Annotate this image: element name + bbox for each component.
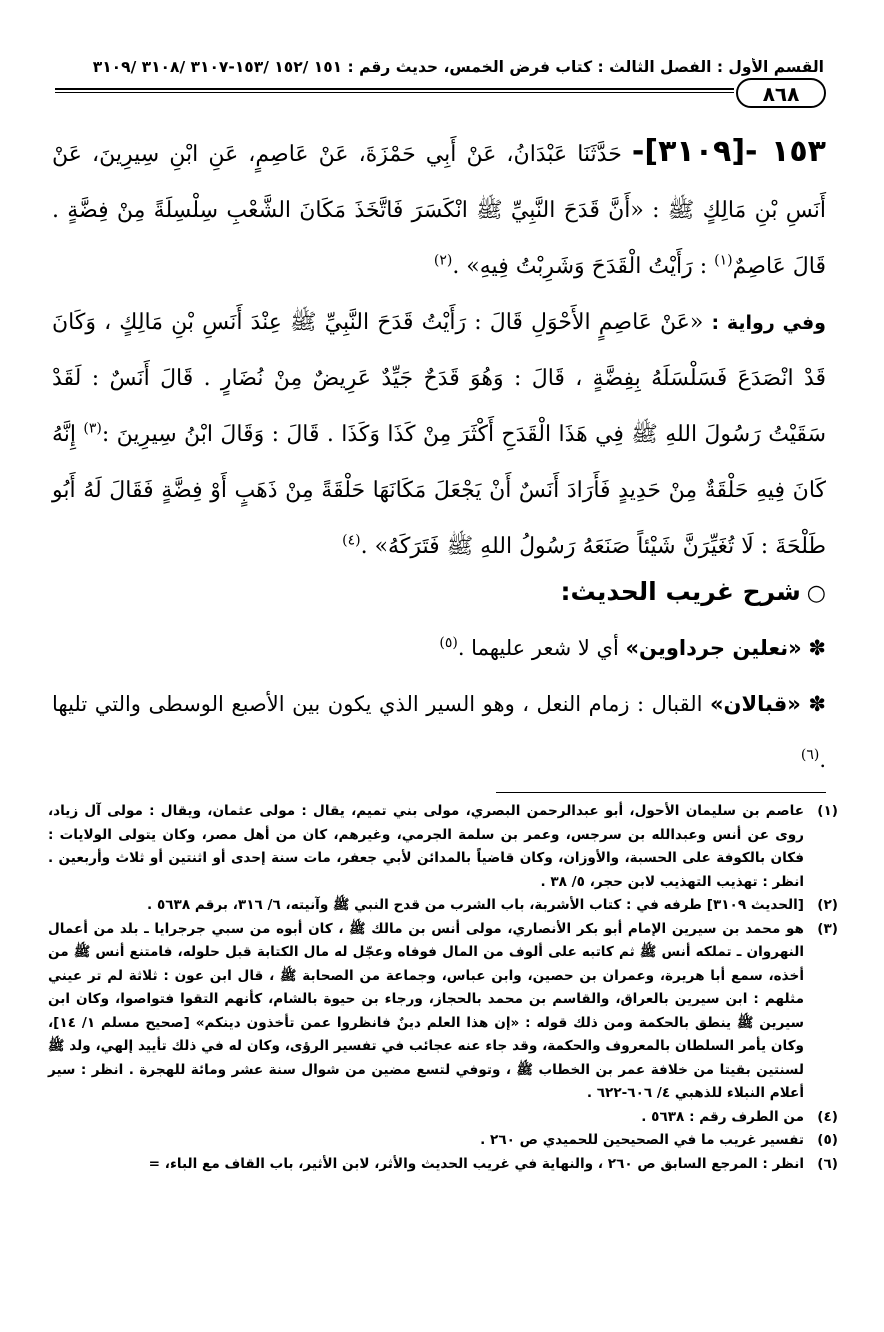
gloss-item: ✽ «قبالان» القبال : زمام النعل ، وهو السير الذي يكون بين الأصبع الوسطى والتي تليها .$^{(٦)}$ xyxy=(52,692,826,772)
section-heading: ○شرح غريب الحديث: xyxy=(560,577,826,606)
hadith-text xyxy=(52,124,826,575)
hadith-paragraph xyxy=(52,124,826,295)
footnote-ref-3[interactable]: (٣) xyxy=(83,420,102,437)
hadith-number: ١٥٣ -[٣١٠٩]- xyxy=(631,134,826,169)
footnote: (٤) من الطرف رقم : ٥٦٣٨ . xyxy=(641,1108,838,1125)
riwaya-paragraph xyxy=(52,295,826,575)
footnote-ref-5[interactable]: (٥) xyxy=(439,635,458,651)
running-header: القسم الأول : الفصل الثالث : كتاب فرض الخمس، حديث رقم : ١٥١ /١٥٢ /١٥٣-٣١٠٧ /٣١٠٨ /٣١٠٩ xyxy=(92,58,824,76)
gloss-term: «نعلين جرداوين» xyxy=(625,636,802,660)
hadith-text-4: إِنَّهُ كَانَ فِيهِ حَلْقَةٌ مِنْ حَدِيدٍ فَأَرَادَ أَنَسٌ أَنْ يَجْعَلَ مَكَانَهَا حَلْقَةً مِنْ ذَهَبٍ أَوْ فِضَّةٍ فَقَالَ لَهُ أَبُو طَلْحَةَ : لَا تُغَيِّرَنَّ شَيْئاً صَنَعَهُ رَسُولُ اللهِ ﷺ فَتَرَكَهُ» . xyxy=(52,422,826,559)
circle-bullet-icon: ○ xyxy=(806,581,826,606)
riwaya-label: وفي رواية : xyxy=(711,312,826,334)
footnote-ref-1[interactable]: (١) xyxy=(714,252,733,269)
page-number: ٨٦٨ xyxy=(736,78,826,108)
footnote: (٣) هو محمد بن سيرين الإمام أبو بكر الأنصاري، مولى أنس بن مالك ﷺ ، كان أبوه من سبي جرجرايا ـ بلد من أعمال النهروان ـ تملكه أنس ﷺ ثم كاتبه على ألوف من المال فوفاه وعجّل له مال الكتابة قبل حلوله، فامتنع أنس ﷺ من أخذه، سمع أبا هريرة، وعمران بن حصين، وابن عباس، وجماعة من الصحابة ﷺ ، قال ابن عون : ثلاثة لم تر عيني مثلهم : ابن سيرين بالعراق، والقاسم بن محمد بالحجاز، ورجاء بن حيوة بالشام، كأنهم التقوا فتواصوا، وكان ابن سيرين ﷺ ينطق بالحكمة ومن ذلك قوله : «إن هذا العلم دينٌ فانظروا عمن تأخذون دينكم» [صحيح مسلم ١/ ١٤]، وكان يأمر السلطان بالمعروف والحكمة، وقد جاء عنه عجائب في تفسير الرؤى، وكان له في ذلك تأييد إلهي، ولد ﷺ لسنتين بقيتا من خلافة عمر بن الخطاب ﷺ ، وتوفي لتسع مضين من شوال سنة عشر ومائة للهجرة . انظر : سير أعلام النبلاء للذهبي ٤/ ٦٠٦-٦٢٢ . xyxy=(48,920,838,1101)
footnote: (٦) انظر : المرجع السابق ص ٢٦٠ ، والنهاية في غريب الحديث والأثر، لابن الأثير، باب القاف مع الباء، = xyxy=(148,1155,838,1172)
footnote: (١) عاصم بن سليمان الأحول، أبو عبدالرحمن البصري، مولى بني تميم، يقال : مولى عثمان، ويقال : مولى آل زياد، روى عن أنس وعبدالله بن سرجس، وعمر بن سلمة الجرمي، وغيرهم، كان من أهل مصر، وكان يتولى الولايات : فكان بالكوفة على الحسبة، والأوزان، وكان قاضياً بالمدائن لأبي جعفر، مات سنة إحدى أو اثنتين أو ثلاث وأربعين . انظر : تهذيب التهذيب لابن حجر، ٥/ ٣٨ . xyxy=(48,803,838,890)
footnote-ref-6[interactable]: (٦) xyxy=(800,747,820,763)
hadith-text-2: : رَأَيْتُ الْقَدَحَ وَشَرِبْتُ فِيهِ» . xyxy=(452,254,715,279)
hadith-text-3: «عَنْ عَاصِمٍ الأَحْوَلِ قَالَ : رَأَيْتُ قَدَحَ النَّبِيِّ ﷺ عِنْدَ أَنَسِ بْنِ مَالِكٍ ، وَكَانَ قَدْ انْصَدَعَ فَسَلْسَلَهُ بِفِضَّةٍ ، قَالَ : وَهُوَ قَدَحٌ جَيِّدٌ عَرِيضٌ مِنْ نُضَارٍ . قَالَ أَنَسٌ : لَقَدْ سَقَيْتُ رَسُولَ اللهِ ﷺ فِي هَذَا الْقَدَحِ أَكْثَرَ مِنْ كَذَا وَكَذَا . قَالَ : وَقَالَ ابْنُ سِيرِينَ : xyxy=(52,310,826,447)
gharib-section xyxy=(52,564,826,788)
footnotes xyxy=(48,800,838,1176)
gloss-item: ✽ «نعلين جرداوين» أي لا شعر عليهما .$^{(٥)}$ xyxy=(439,635,826,660)
footnote-ref-2[interactable]: (٢) xyxy=(433,252,453,269)
header-rule xyxy=(55,88,734,96)
gloss-definition: القبال : زمام النعل ، وهو السير الذي يكون بين الأصبع الوسطى والتي تليها . xyxy=(52,692,826,772)
gloss-definition: أي لا شعر عليهما . xyxy=(457,636,626,660)
footnote-divider xyxy=(496,792,826,793)
footnote: (٥) تفسير غريب ما في الصحيحين للحميدي ص ٢٦٠ . xyxy=(480,1132,838,1148)
hadith-text-1: حَدَّثَنَا عَبْدَانُ، عَنْ أَبِي حَمْزَةَ، عَنْ عَاصِمٍ، عَنِ ابْنِ سِيرِينَ، عَنْ أَنَسِ بْنِ مَالِكٍ ﷺ : «أَنَّ قَدَحَ النَّبِيِّ ﷺ انْكَسَرَ فَاتَّخَذَ مَكَانَ الشَّعْبِ سِلْسِلَةً مِنْ فِضَّةٍ . قَالَ عَاصِمٌ xyxy=(52,142,826,279)
gloss-term: «قبالان» xyxy=(709,692,801,716)
footnote-ref-4[interactable]: (٤) xyxy=(342,532,361,549)
footnote: (٢) [الحديث ٣١٠٩] طرفه في : كتاب الأشربة، باب الشرب من قدح النبي ﷺ وآنيته، ٦/ ٣١٦، برقم ٥٦٣٨ . xyxy=(147,897,838,913)
